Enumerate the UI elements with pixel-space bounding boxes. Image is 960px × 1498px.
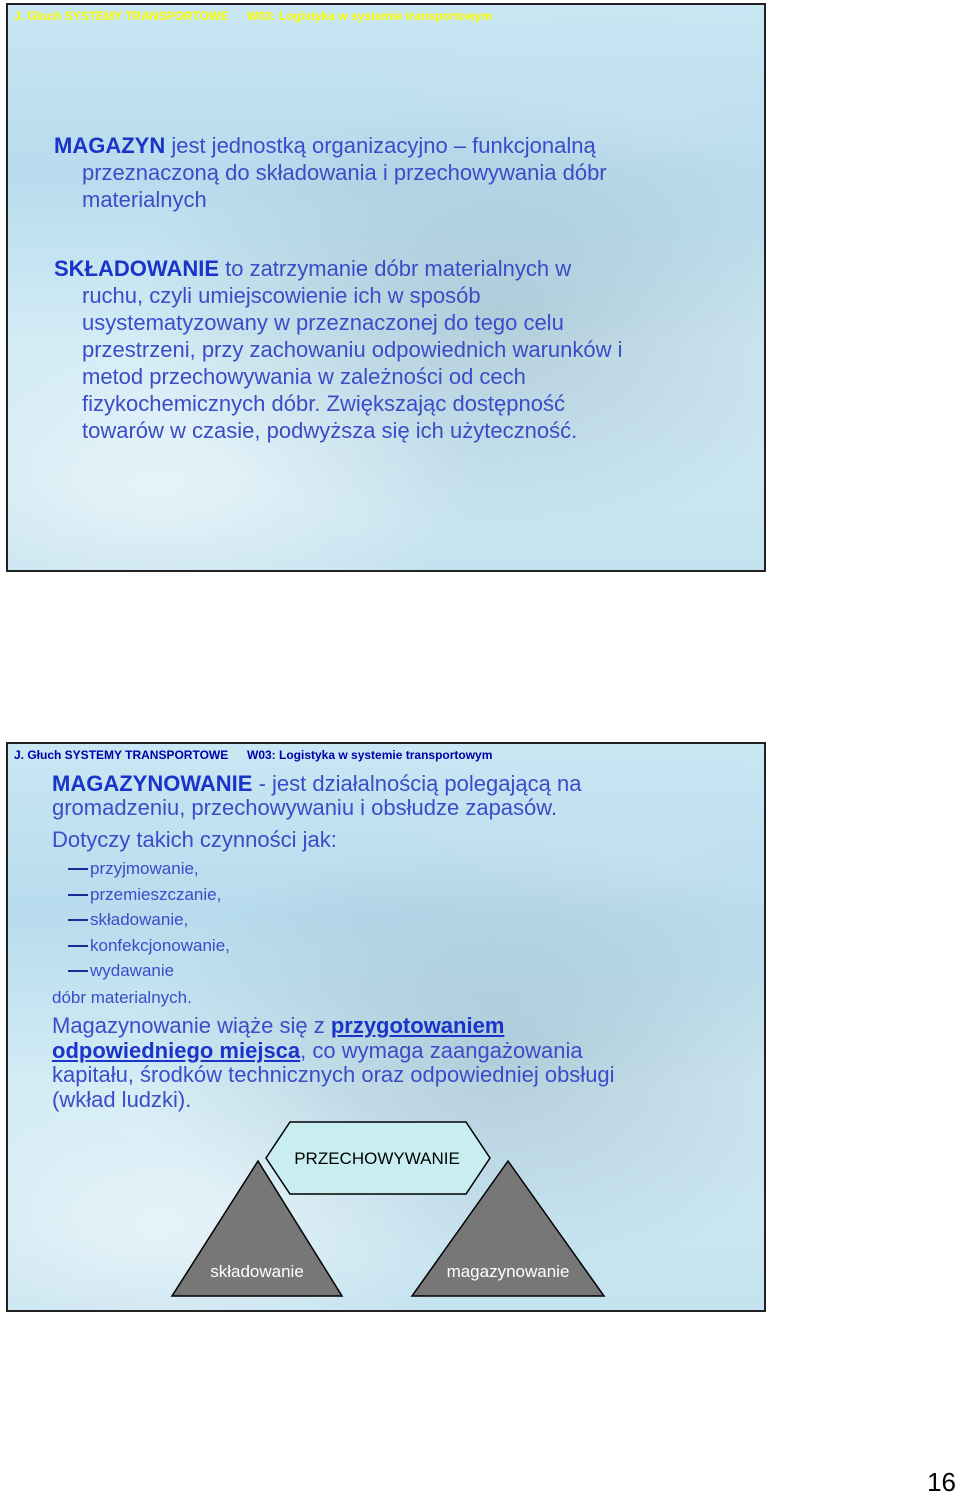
list-item: przemieszczanie, — [52, 882, 752, 908]
term-magazyn: MAGAZYN — [54, 133, 166, 158]
diagram-label-przechowywanie: PRZECHOWYWANIE — [294, 1149, 460, 1168]
header-topic: W03: Logistyka w systemie transportowym — [247, 9, 493, 23]
skladowanie-line: fizykochemicznych dóbr. Zwiększając dostępność — [82, 391, 565, 416]
skladowanie-line: przestrzeni, przy zachowaniu odpowiednich warunków i — [82, 337, 623, 362]
diagram-label-skladowanie: składowanie — [210, 1262, 304, 1281]
list-item: przyjmowanie, — [52, 856, 752, 882]
term-skladowanie: SKŁADOWANIE — [54, 256, 219, 281]
skladowanie-line: usystematyzowany w przeznaczonej do tego celu — [82, 310, 564, 335]
skladowanie-line: towarów w czasie, podwyższa się ich użyteczność. — [82, 418, 578, 443]
term-magazynowanie: MAGAZYNOWANIE — [52, 771, 253, 796]
slide-header — [14, 9, 754, 25]
skladowanie-definition — [54, 255, 744, 444]
header-topic: W03: Logistyka w systemie transportowym — [247, 748, 493, 762]
skladowanie-line: metod przechowywania w zależności od cech — [82, 364, 526, 389]
header-author: J. Głuch SYSTEMY TRANSPORTOWE — [14, 9, 229, 23]
activities-intro: Dotyczy takich czynności jak: — [52, 827, 337, 852]
definition-line2: gromadzeniu, przechowywaniu i obsłudze zapasów. — [52, 795, 558, 820]
list-item: konfekcjonowanie, — [52, 933, 752, 959]
definition-line1: - jest działalnością polegającą na — [252, 771, 582, 796]
magazynowanie-requirements: Magazynowanie wiąże się z przygotowaniem odpowiedniego miejsca, co wymaga zaangażowania kapitału, środków technicznych oraz odpowiedniej obsługi (wkład ludzki). — [52, 1013, 615, 1112]
header-author: J. Głuch SYSTEMY TRANSPORTOWE — [14, 748, 229, 762]
emphasis-przygotowaniem: przygotowaniem — [330, 1013, 505, 1038]
diagram-label-magazynowanie: magazynowanie — [446, 1262, 570, 1281]
storage-diagram — [8, 744, 764, 1310]
magazyn-line: przeznaczoną do składowania i przechowywania dóbr — [82, 160, 607, 185]
slide-magazynowanie — [6, 742, 766, 1312]
activities-tail: dóbr materialnych. — [52, 988, 192, 1007]
magazyn-lead: jest jednostką organizacyjno – funkcjonalną — [165, 133, 596, 158]
skladowanie-lead: to zatrzymanie dóbr materialnych w — [219, 256, 572, 281]
magazyn-line: materialnych — [82, 187, 207, 212]
list-item: wydawanie — [52, 958, 752, 984]
emphasis-odpowiedniego-miejsca: odpowiedniego miejsca — [52, 1037, 301, 1063]
slide-magazyn — [6, 3, 766, 572]
page-number: 16 — [927, 1467, 956, 1497]
skladowanie-line: ruchu, czyli umiejscowienie ich w sposób — [82, 283, 481, 308]
magazyn-definition — [54, 132, 744, 213]
list-item: składowanie, — [52, 907, 752, 933]
